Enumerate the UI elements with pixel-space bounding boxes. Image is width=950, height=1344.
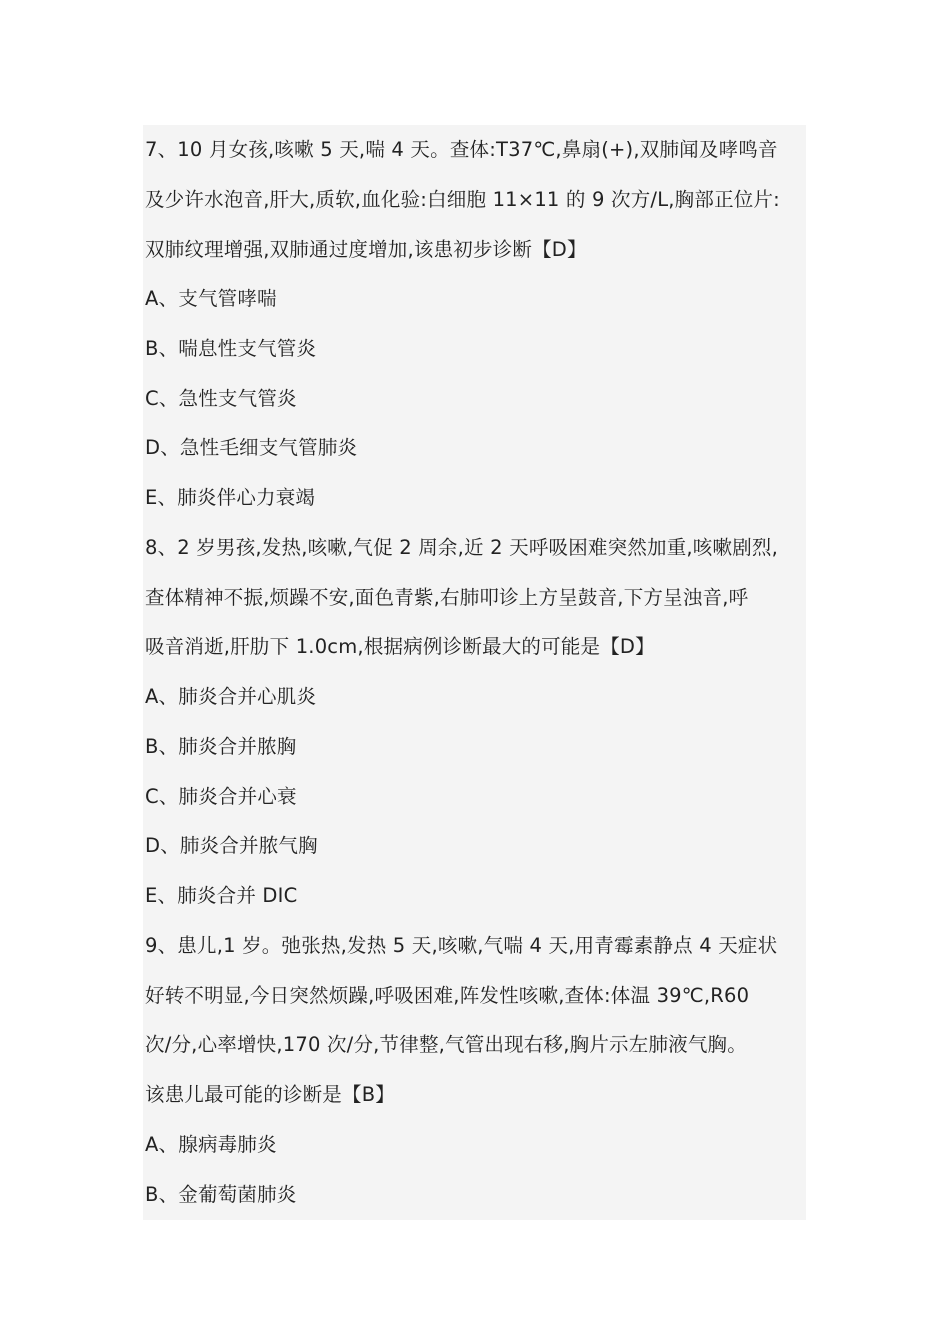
question-8-stem-line-3: 吸音消逝,肝肋下 1.0cm,根据病例诊断最大的可能是【D】: [145, 635, 655, 658]
question-9-option-a: A、腺病毒肺炎: [145, 1133, 277, 1156]
question-7-option-a: A、支气管哮喘: [145, 287, 277, 310]
question-8-option-c: C、肺炎合并心衰: [145, 785, 297, 808]
question-8-stem-line-2: 查体精神不振,烦躁不安,面色青紫,右肺叩诊上方呈鼓音,下方呈浊音,呼: [145, 586, 749, 609]
question-7-stem-line-3: 双肺纹理增强,双肺通过度增加,该患初步诊断【D】: [145, 238, 587, 261]
question-9-stem-line-2: 好转不明显,今日突然烦躁,呼吸困难,阵发性咳嗽,查体:体温 39℃,R60: [145, 984, 750, 1007]
question-7-option-d: D、急性毛细支气管肺炎: [145, 436, 358, 459]
question-7-option-c: C、急性支气管炎: [145, 387, 297, 410]
question-9-option-b: B、金葡萄菌肺炎: [145, 1183, 297, 1206]
question-7-stem-line-2: 及少许水泡音,肝大,质软,血化验:白细胞 11×11 的 9 次方/L,胸部正位片:: [145, 188, 780, 211]
question-7-stem-line-1: 7、10 月女孩,咳嗽 5 天,喘 4 天。查体:T37℃,鼻扇(+),双肺闻及哮鸣音: [145, 138, 778, 161]
question-7-option-e: E、肺炎伴心力衰竭: [145, 486, 316, 509]
question-9-stem-line-4: 该患儿最可能的诊断是【B】: [145, 1083, 395, 1106]
question-8-stem-line-1: 8、2 岁男孩,发热,咳嗽,气促 2 周余,近 2 天呼吸困难突然加重,咳嗽剧烈,: [145, 536, 779, 559]
question-8-option-e: E、肺炎合并 DIC: [145, 884, 298, 907]
question-8-option-b: B、肺炎合并脓胸: [145, 735, 297, 758]
question-9-stem-line-1: 9、患儿,1 岁。弛张热,发热 5 天,咳嗽,气喘 4 天,用青霉素静点 4 天症状: [145, 934, 778, 957]
question-8-option-a: A、肺炎合并心肌炎: [145, 685, 317, 708]
question-8-option-d: D、肺炎合并脓气胸: [145, 834, 318, 857]
question-9-stem-line-3: 次/分,心率增快,170 次/分,节律整,气管出现右移,胸片示左肺液气胸。: [145, 1033, 747, 1056]
question-7-option-b: B、喘息性支气管炎: [145, 337, 317, 360]
